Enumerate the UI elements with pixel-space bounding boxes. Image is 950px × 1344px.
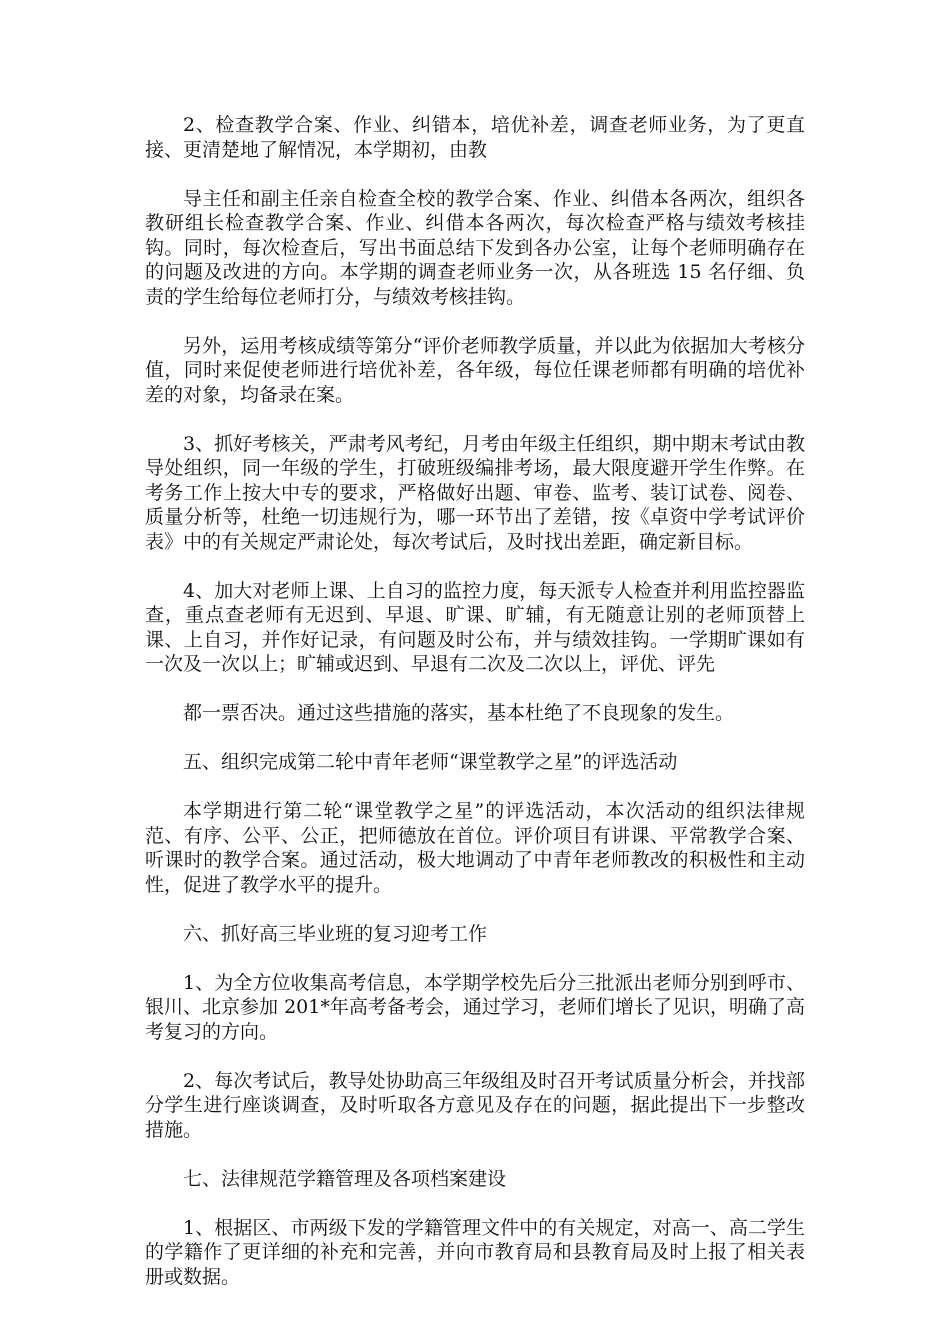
paragraph-exam-discipline: 3、抓好考核关，严肃考风考纪，月考由年级主任组织，期中期末考试由教导处组织，同一年级的学生，打破班级编排考场，最大限度避开学生作弊。在考务工作上按大中专的要求，严格做好出题、审卷、监考、装订试卷、阅卷、质量分析等，杜绝一切违规行为，哪一环节出了差错，按《卓资中学考试评价表》中的有关规定严肃论处，每次考试后，及时找出差距，确定新目标。 [145, 432, 805, 553]
section-heading-senior-review: 六、抓好高三毕业班的复习迎考工作 [183, 922, 488, 945]
section-heading-teaching-star: 五、组织完成第二轮中青年老师“课堂教学之星”的评选活动 [183, 751, 678, 773]
paragraph-director-inspection: 导主任和副主任亲自检查全校的教学合案、作业、纠借本各两次，组织各教研组长检查教学合案、作业、纠借本各两次，每次检查严格与绩效考核挂钩。同时，每次检查后，写出书面总结下发到各办公室，让每个老师明确存在的问题及改进的方向。本学期的调查老师业务一次，从各班选 15 名仔细、负责的学生给每位老师打分，与绩效考核挂钩。 [145, 187, 805, 308]
paragraph-veto-result: 都一票否决。通过这些措施的落实，基本杜绝了不良现象的发生。 [183, 702, 735, 724]
paragraph-student-records: 1、根据区、市两级下发的学籍管理文件中的有关规定，对高一、高二学生的学籍作了更详细的补充和完善，并向市教育局和县教育局及时上报了相关表册或数据。 [145, 1216, 805, 1288]
paragraph-teaching-star-activity: 本学期进行第二轮“课堂教学之星”的评选活动，本次活动的组织法律规范、有序、公平、公正，把师德放在首位。评价项目有讲课、平常教学合案、听课时的教学合案。通过活动，极大地调动了中青年老师教改的积极性和主动性，促进了教学水平的提升。 [145, 800, 805, 896]
paragraph-assessment-grades: 另外，运用考核成绩等第分“评价老师教学质量，并以此为依据加大考核分值，同时来促使老师进行培优补差，各年级，每位任课老师都有明确的培优补差的对象，均备录在案。 [145, 334, 805, 406]
document-body [145, 113, 805, 1314]
paragraph-class-monitoring: 4、加大对老师上课、上自习的监控力度，每天派专人检查并利用监控器监查，重点查老师有无迟到、早退、旷课、旷辅，有无随意让别的老师顶替上课、上自习，并作好记录，有问题及时公布，并与绩效挂钩。一学期旷课如有一次及一次以上；旷辅或迟到、早退有二次及二次以上，评优、评先 [145, 579, 805, 675]
paragraph-quality-analysis: 2、每次考试后，教导处协助高三年级组及时召开考试质量分析会，并找部分学生进行座谈调查，及时听取各方意见及存在的问题，据此提出下一步整改措施。 [145, 1069, 805, 1141]
paragraph-exam-information: 1、为全方位收集高考信息，本学期学校先后分三批派出老师分别到呼市、银川、北京参加 201*年高考备考会，通过学习，老师们增长了见识，明确了高考复习的方向。 [145, 971, 805, 1043]
section-heading-student-records: 七、法律规范学籍管理及各项档案建设 [183, 1167, 507, 1190]
paragraph-check-lesson-plans: 2、检查教学合案、作业、纠错本，培优补差，调查老师业务，为了更直接、更清楚地了解情况，本学期初，由教 [145, 114, 805, 161]
